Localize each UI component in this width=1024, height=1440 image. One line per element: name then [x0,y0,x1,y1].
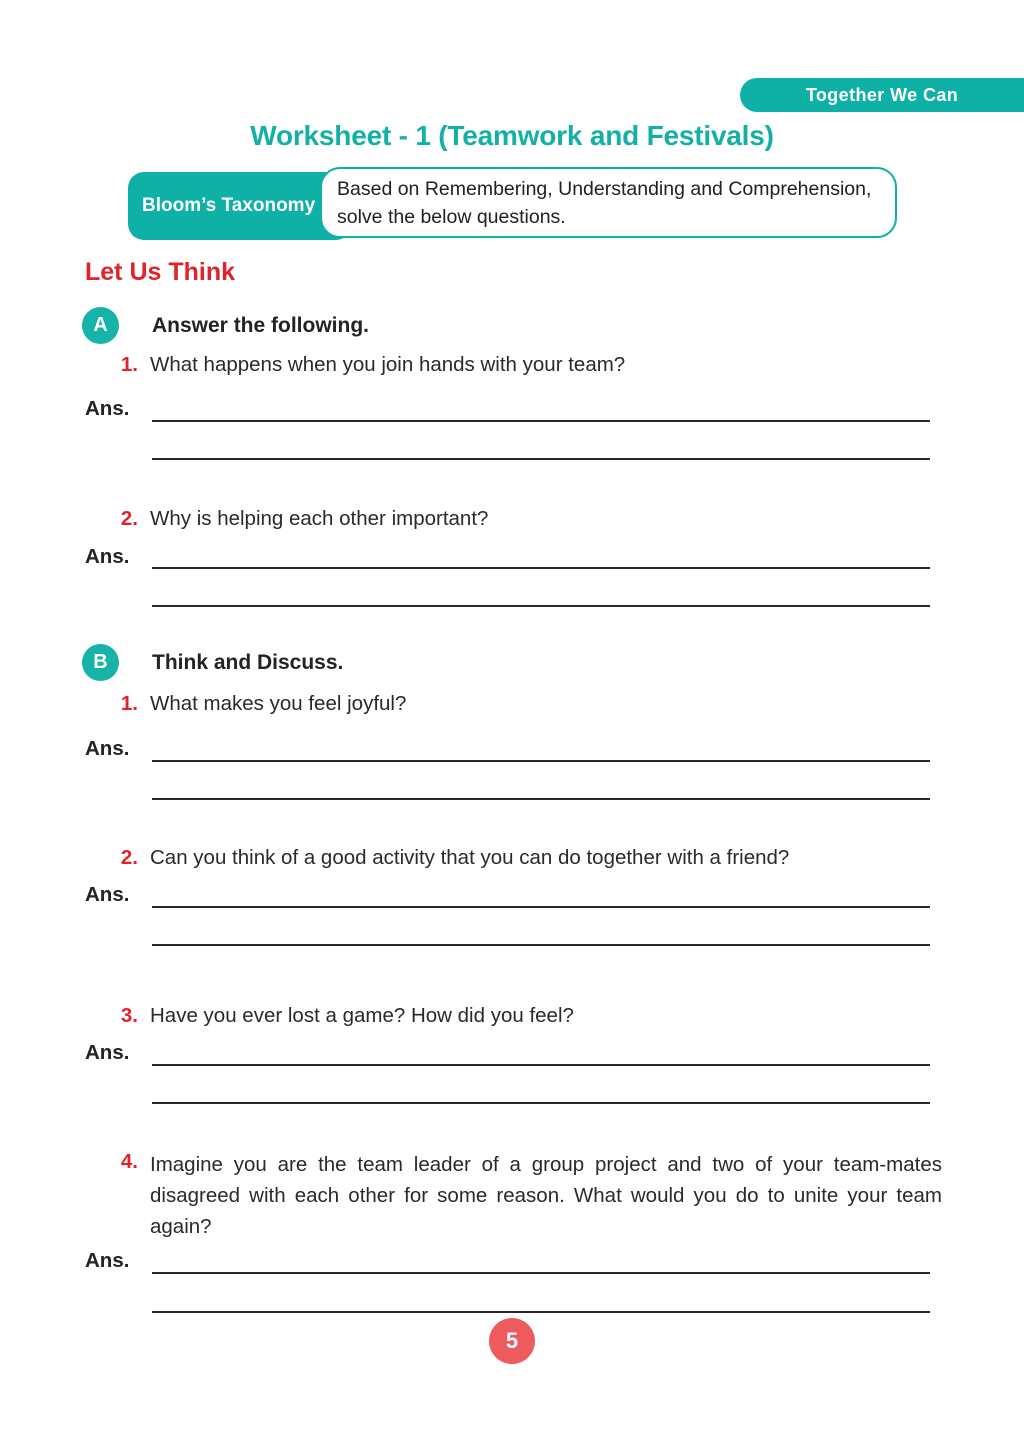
question-number: 4. [120,1150,138,1173]
question-b4 [85,1149,957,1242]
answer-line [152,458,930,460]
ans-label: Ans. [85,545,130,568]
answer-line [152,1102,930,1104]
question-text: Can you think of a good activity that you can do together with a friend? [150,846,790,869]
answer-line [152,760,930,762]
worksheet-title: Worksheet - 1 (Teamwork and Festivals) [250,120,774,151]
question-text: Imagine you are the team leader of a group project and two of your team-mates disagreed with each other for some reason. What would you do to unite your team again? [150,1153,942,1238]
section-b-title: Think and Discuss. [152,651,344,674]
question-b1 [85,691,957,717]
bloom-instruction-text: Based on Remembering, Understanding and Comprehension, solve the below questions. [337,177,872,228]
question-number: 1. [120,692,138,715]
answer-line [152,1311,930,1313]
answer-line [152,906,930,908]
let-us-think-heading: Let Us Think [85,258,236,286]
section-b-badge: B [82,644,119,681]
section-a-badge: A [82,307,119,344]
question-b2 [85,845,957,871]
question-number: 2. [120,507,138,530]
answer-line [152,798,930,800]
question-number: 2. [120,846,138,869]
ans-label: Ans. [85,397,130,420]
ans-label: Ans. [85,1249,130,1272]
answer-line [152,567,930,569]
bloom-taxonomy-label: Bloom’s Taxonomy [128,172,352,240]
question-a2 [85,506,957,532]
question-text: Have you ever lost a game? How did you feel? [150,1004,574,1027]
answer-line [152,944,930,946]
ans-label: Ans. [85,737,130,760]
answer-line [152,420,930,422]
answer-line [152,605,930,607]
question-text: What makes you feel joyful? [150,692,407,715]
bloom-instruction-box [320,167,897,238]
chapter-badge: Together We Can [740,78,1024,112]
answer-line [152,1272,930,1274]
ans-label: Ans. [85,883,130,906]
question-text: Why is helping each other important? [150,507,489,530]
page-number-badge: 5 [489,1318,535,1364]
question-b3 [85,1003,957,1029]
question-number: 1. [120,353,138,376]
ans-label: Ans. [85,1041,130,1064]
question-a1 [85,352,957,378]
question-number: 3. [120,1004,138,1027]
answer-line [152,1064,930,1066]
section-a-title: Answer the following. [152,314,370,337]
question-text: What happens when you join hands with your team? [150,353,626,376]
